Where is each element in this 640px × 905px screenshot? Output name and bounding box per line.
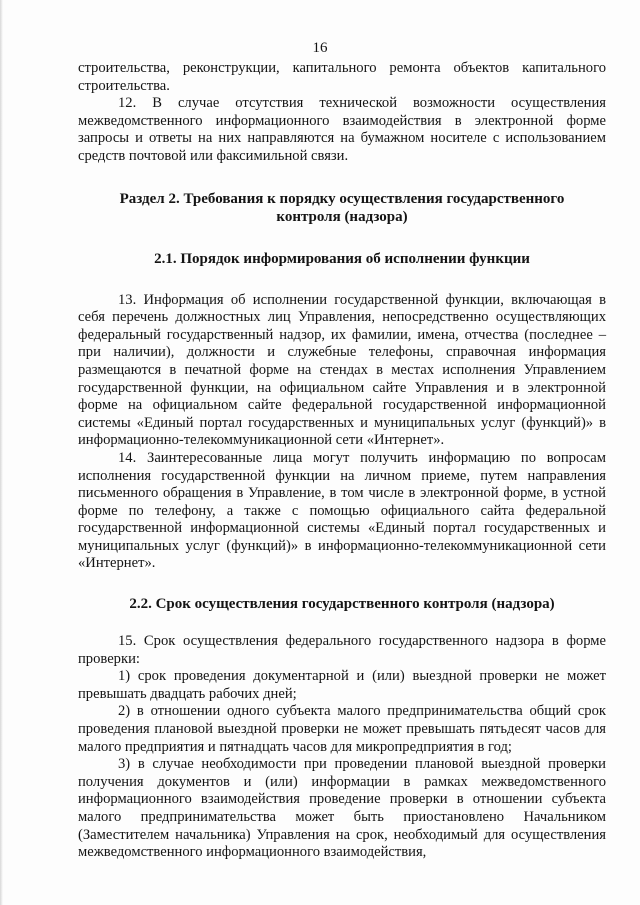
page-content: [78, 60, 606, 862]
paragraph-14: 14. Заинтересованные лица могут получить информацию по вопросам исполнения государственной функции на личном приеме, путем направления письменного обращения в Управление, в том числе в электронной форме, в устной форме по телефону, а также с помощью официального сайта федеральной государственной информационной системы «Единый портал государственных и муниципальных услуг (функций)» в информационно-телекоммуникационной сети «Интернет».: [78, 449, 606, 572]
subsection-2-2-title: 2.2. Срок осуществления государственного контроля (надзора): [129, 596, 555, 613]
spacer: [78, 166, 606, 190]
section-2-title: Раздел 2. Требования к порядку осуществления государственного контроля (надзора): [119, 190, 565, 225]
list-item-2: 2) в отношении одного субъекта малого предпринимательства общий срок проведения плановой выездной проверки не может превышать пятьдесят часов для малого предприятия и пятнадцать часов для микропредприятия в год;: [78, 703, 606, 755]
spacer: [78, 226, 606, 250]
paragraph-13: 13. Информация об исполнении государственной функции, включающая в себя перечень должностных лиц Управления, непосредственно осуществляющих федеральный государственный надзор, их фамилии, имена, отчества (последнее – при наличии), должности и служебные телефоны, справочная информация размещаются в печатной форме на стендах в местах исполнения Управлением государственной функции, на официальном сайте Управления и в электронной форме на официальном сайте федеральной государственной информационной системы «Единый портал государственных и муниципальных услуг (функций)» в информационно-телекоммуникационной сети «Интернет».: [78, 291, 606, 449]
page-number: 16: [312, 40, 328, 56]
list-item-3: 3) в случае необходимости при проведении плановой выездной проверки получения документов и (или) информации в рамках межведомственного информационного взаимодействия проведение проверки в отношении субъекта малого предпринимательства может быть приостановлено Начальником (Заместителем начальника) Управления на срок, необходимый для осуществления межведомственного информационного взаимодействия,: [78, 756, 606, 861]
scan-edge-shadow: [0, 0, 3, 905]
list-item-1: 1) срок проведения документарной и (или) выездной проверки не может превышать двадцать рабочих дней;: [78, 668, 606, 702]
continuation-paragraph: строительства, реконструкции, капитального ремонта объектов капитального строительства.: [78, 60, 606, 94]
paragraph-12: 12. В случае отсутствия технической возможности осуществления межведомственного информационного взаимодействия в электронной форме запросы и ответы на них направляются на бумажном носителе с использованием средств почтовой или факсимильной связи.: [78, 95, 606, 164]
paragraph-15: 15. Срок осуществления федерального государственного надзора в форме проверки:: [78, 633, 606, 667]
spacer: [78, 613, 606, 633]
subsection-2-1-title: 2.1. Порядок информирования об исполнении функции: [154, 250, 530, 267]
spacer: [78, 268, 606, 292]
spacer: [78, 573, 606, 595]
